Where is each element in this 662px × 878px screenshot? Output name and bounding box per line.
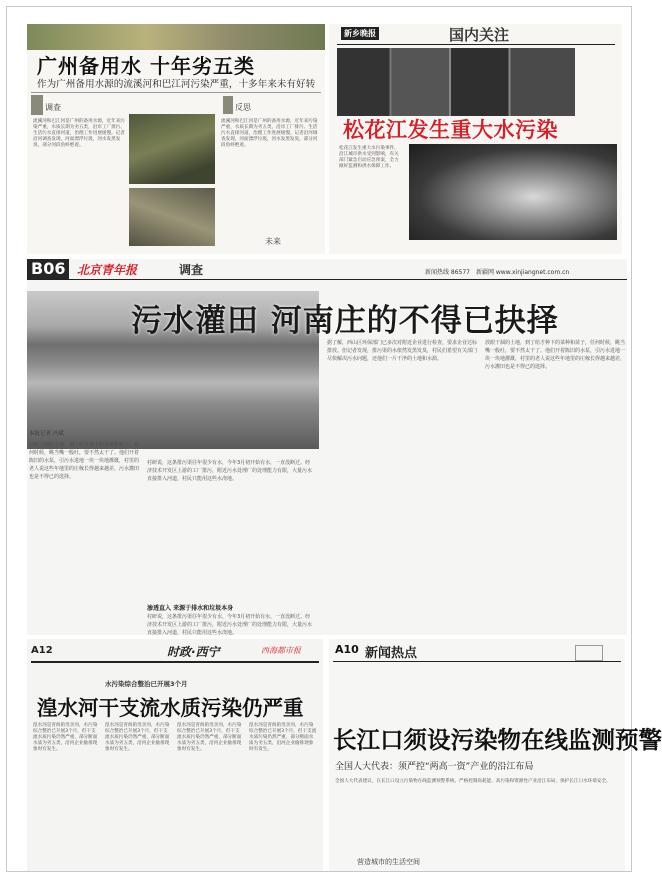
- clip1-photo-center-2: [129, 188, 215, 246]
- clip3-headline: 污水灌田 河南庄的不得已抉择: [131, 303, 559, 339]
- clip1-photo-center: [129, 114, 215, 184]
- clip3-reporter: 本报记者 冯斌: [29, 431, 64, 437]
- clip1-headline: 广州备用水 十年劣五类: [37, 54, 255, 78]
- clip-henan: [27, 259, 627, 635]
- clip3-body-right: 据了解，西山区环保部门已多次对附近企业进行检查，要求企业达标排放。但记者发现，排污渠的水依然发黑发臭，村民们希望有关部门尽快解决污水问题，还他们一片干净的土地和水源。: [327, 340, 478, 362]
- clip2-headline: 松花江发生重大水污染: [343, 118, 558, 142]
- clip3-hotline: 新闻热线 86577 新疆网 www.xinjiangnet.com.cn: [425, 269, 570, 276]
- clip-yangtze: [329, 639, 662, 871]
- clip1-body-left: 流溪河和巴江河是广州的备用水源，近年来污染严重，水质长期为劣五类，沿岸工厂排污、生活污水直排河道，治理工作进展缓慢。记者沿河调查发现，河面漂浮垃圾，河水发黑发臭，部分河段鱼虾绝迹。: [33, 119, 125, 148]
- clip-huangshui: [27, 639, 323, 871]
- clip4-body-4: 湟水河是青海的母亲河，水污染综合整治已开展3个月，但干支流水质污染仍然严重，部分断面水质为劣五类，沿河企业偷排现象时有发生。: [249, 723, 317, 752]
- clip5-subhead: 全国人大代表：须严控“两高一资”产业的沿江布局: [335, 762, 534, 772]
- clip5-section: 新闻热点: [365, 646, 418, 661]
- clip1-top-photo: [27, 24, 325, 50]
- clip2-photo-row: [337, 48, 575, 116]
- clip3-body-far-right: 放眼干涸的土地，到了给才种下的菜种和苗子，任何时候，眺当嘴一般吐，要不然太干了。他们开着陈旧的水泵，引污水进地一块一块地灌溉，村里的老人说这些年地里的庄稼长得越来越差，污水灌田也是不得已的选择。: [485, 340, 626, 370]
- clip3-rule: [27, 279, 627, 280]
- clip4-body-3: 湟水河是青海的母亲河，水污染综合整治已开展3个月，但干支流水质污染仍然严重，部分断面水质为劣五类，沿河企业偷排现象时有发生。: [177, 723, 242, 752]
- clip3-section-marker: 渗透直入 来源于排水和垃圾本身: [147, 605, 234, 612]
- clip1-rule: [31, 92, 321, 93]
- clip2-body: 松花江发生重大水污染事件，沿江城市供水受到影响，有关部门紧急启动应急预案，全力做好监测和供水保障工作。: [339, 146, 399, 169]
- clip3-body-mid: 村研说，这条排污渠往年很少有水，今年3月初开始有水，一直没断过。经济技术开发区上游的工厂排污，附近污水处理厂的处理能力有限，大量污水直接排入河道，村民只能用这些水浇地。: [147, 460, 313, 482]
- clip3-body-left: 放眼干涸的土地，到了给才种下的菜种和苗子，任何时候，眺当嘴一般吐，要不然太干了。他们开着陈旧的水泵，引污水进地一块一块地灌溉，村里的老人说这些年地里的庄稼长得越来越差，污水灌田也是不得已的选择。: [29, 442, 140, 480]
- clip1-label-future: 未来: [265, 237, 281, 246]
- clip5-logo-mark: [575, 645, 603, 661]
- clip2-section: 国内关注: [449, 26, 510, 44]
- clip-guangzhou: [27, 24, 325, 254]
- clip4-headline: 湟水河干支流水质污染仍严重: [37, 696, 304, 720]
- clip5-page-no: A10: [335, 643, 359, 656]
- clip4-section: 时政·西宁: [167, 645, 220, 659]
- clip1-label-survey: 调查: [45, 103, 61, 112]
- clip4-page-no: A12: [31, 645, 53, 656]
- clip4-body-1: 湟水河是青海的母亲河，水污染综合整治已开展3个月，但干支流水质污染仍然严重，部分断面水质为劣五类，沿河企业偷排现象时有发生。: [33, 723, 98, 752]
- clip2-masthead: 新乡晚报: [341, 27, 379, 40]
- clip4-paper-name: 西海都市报: [261, 646, 301, 655]
- clip2-rule: [337, 44, 615, 45]
- clip4-body-2: 湟水河是青海的母亲河，水污染综合整治已开展3个月，但干支流水质污染仍然严重，部分断面水质为劣五类，沿河企业偷排现象时有发生。: [105, 723, 170, 752]
- clip3-body-mid-2: 村研说，这条排污渠往年很少有水，今年3月初开始有水，一直没断过。经济技术开发区上游的工厂排污，附近污水处理厂的处理能力有限，大量污水直接排入河道，村民只能用这些水浇地。: [147, 614, 313, 636]
- clip1-photo-right: [223, 96, 233, 114]
- clip5-rule: [333, 661, 621, 662]
- clip5-body: 全国人大代表建议，在长江口设立污染物在线监测预警系统，严格控制高耗能、高污染和资源性产业沿江布局，保护长江口水环境安全。: [335, 779, 611, 784]
- clip1-body-right: 流溪河和巴江河是广州的备用水源，近年来污染严重，水质长期为劣五类，沿岸工厂排污、生活污水直排河道，治理工作进展缓慢。记者沿河调查发现，河面漂浮垃圾，河水发黑发臭，部分河段鱼虾绝迹。: [221, 119, 318, 148]
- clip1-label-reflect: 反思: [235, 103, 251, 112]
- clip3-section: 调查: [179, 263, 204, 277]
- collage-frame: [6, 6, 662, 872]
- clip1-photo-left: [31, 95, 43, 115]
- clip3-paper-name: 北京青年报: [77, 263, 138, 277]
- clip1-subhead: 作为广州备用水源的流溪河和巴江河污染严重，十多年来未有好转: [37, 79, 316, 90]
- clip2-river-photo: [409, 144, 617, 240]
- clip4-rule: [31, 661, 319, 663]
- clip-songhua: [329, 24, 622, 254]
- clip5-headline: 长江口须设污染物在线监测预警: [333, 726, 662, 754]
- clip3-page-no: B06: [27, 259, 69, 279]
- clip5-footer: 营造城市的生活空间: [357, 858, 420, 866]
- clip4-kicker: 水污染综合整治已开展3个月: [105, 680, 188, 688]
